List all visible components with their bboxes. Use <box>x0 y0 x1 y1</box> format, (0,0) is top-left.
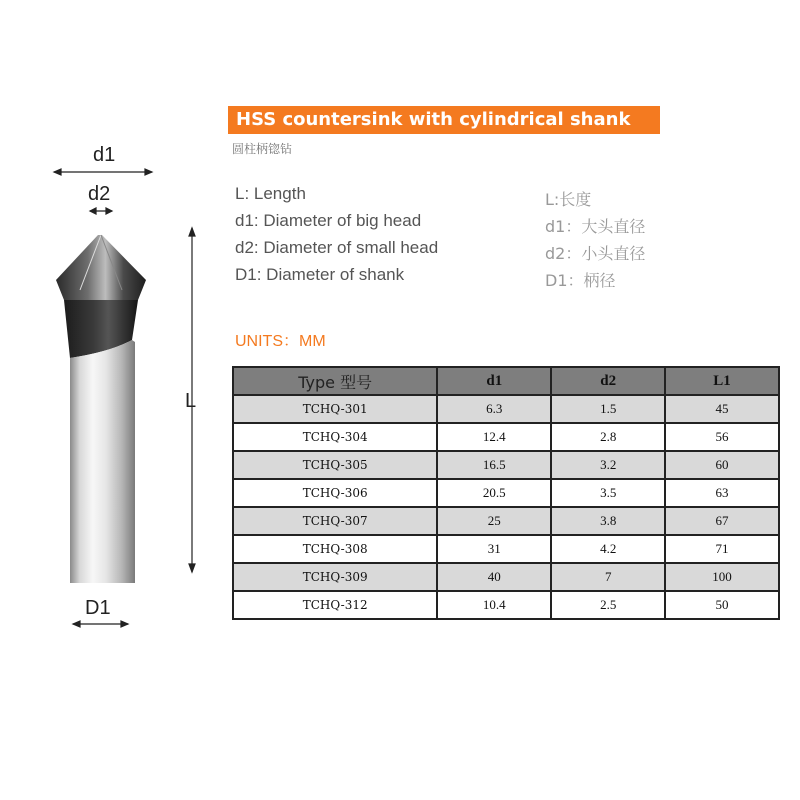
table-row <box>233 479 779 507</box>
legend-cn-length: L:长度 <box>545 190 592 209</box>
table-cell: 20.5 <box>437 479 551 507</box>
table-cell: 3.2 <box>551 451 665 479</box>
header-l1: L1 <box>665 367 779 395</box>
table-cell: 56 <box>665 423 779 451</box>
table-cell: 1.5 <box>551 395 665 423</box>
d2-label: d2 <box>88 183 111 205</box>
table-cell: 67 <box>665 507 779 535</box>
header-type: Type 型号 <box>233 367 437 395</box>
table-header-row <box>233 367 779 395</box>
table-cell: 40 <box>437 563 551 591</box>
table-cell: TCHQ-305 <box>233 451 437 479</box>
table-row <box>233 395 779 423</box>
table-cell: TCHQ-306 <box>233 479 437 507</box>
table-cell: 50 <box>665 591 779 619</box>
table-cell: 31 <box>437 535 551 563</box>
table-cell: TCHQ-307 <box>233 507 437 535</box>
legend-cn-small-head: d2：小头直径 <box>545 244 646 263</box>
table-cell: 3.5 <box>551 479 665 507</box>
table-cell: 100 <box>665 563 779 591</box>
header-d1: d1 <box>437 367 551 395</box>
d1-label: d1 <box>93 144 116 166</box>
legend-en-small-head: d2: Diameter of small head <box>235 238 439 257</box>
table-cell: TCHQ-301 <box>233 395 437 423</box>
legend-en-length: L: Length <box>235 184 306 203</box>
table-cell: 45 <box>665 395 779 423</box>
table-cell: 2.5 <box>551 591 665 619</box>
table-cell: 12.4 <box>437 423 551 451</box>
table-cell: TCHQ-309 <box>233 563 437 591</box>
table-row <box>233 423 779 451</box>
table-cell: TCHQ-312 <box>233 591 437 619</box>
legend-cn-shank: D1：柄径 <box>545 271 616 290</box>
table-cell: TCHQ-304 <box>233 423 437 451</box>
table-cell: 7 <box>551 563 665 591</box>
table-cell: 25 <box>437 507 551 535</box>
table-cell: 60 <box>665 451 779 479</box>
table-cell: 10.4 <box>437 591 551 619</box>
table-row <box>233 451 779 479</box>
page-title: HSS countersink with cylindrical shank <box>236 109 631 130</box>
spec-table <box>232 366 780 620</box>
table-cell: 71 <box>665 535 779 563</box>
units-label: UNITS：MM <box>235 333 326 350</box>
legend-cn-big-head: d1：大头直径 <box>545 217 646 236</box>
d1-shank-dimension-arrow <box>73 621 128 627</box>
table-cell: 63 <box>665 479 779 507</box>
table-row <box>233 563 779 591</box>
table-row <box>233 591 779 619</box>
table-row <box>233 535 779 563</box>
table-cell: 16.5 <box>437 451 551 479</box>
countersink-shank <box>70 340 135 583</box>
table-cell: 4.2 <box>551 535 665 563</box>
legend-en-big-head: d1: Diameter of big head <box>235 211 422 230</box>
title-banner <box>228 106 660 134</box>
length-label: L <box>185 390 197 412</box>
header-d2: d2 <box>551 367 665 395</box>
table-cell: TCHQ-308 <box>233 535 437 563</box>
d2-dimension-arrow <box>90 208 112 214</box>
table-row <box>233 507 779 535</box>
countersink-head <box>56 235 146 300</box>
table-cell: 3.8 <box>551 507 665 535</box>
legend-en-shank: D1: Diameter of shank <box>235 265 405 284</box>
table-cell: 2.8 <box>551 423 665 451</box>
shank-diameter-label: D1 <box>85 597 111 619</box>
page-subtitle: 圆柱柄锪钻 <box>232 142 293 156</box>
d1-dimension-arrow <box>54 169 152 175</box>
table-cell: 6.3 <box>437 395 551 423</box>
